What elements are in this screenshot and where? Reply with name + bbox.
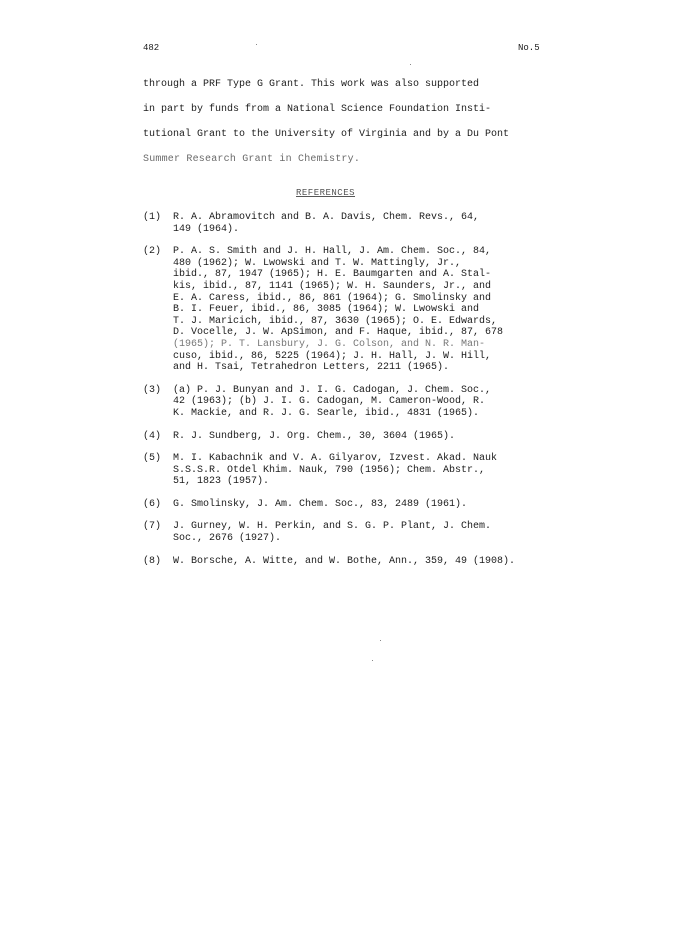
- reference-line: (1965); P. T. Lansbury, J. G. Colson, and N. R. Man-: [173, 338, 486, 350]
- reference-line: G. Smolinsky, J. Am. Chem. Soc., 83, 2489 (1961).: [173, 498, 468, 510]
- scan-speck: [256, 44, 257, 45]
- reference-number: (5): [143, 453, 162, 465]
- paragraph-line: Summer Research Grant in Chemistry.: [143, 154, 361, 165]
- reference-line: M. I. Kabachnik and V. A. Gilyarov, Izvest. Akad. Nauk: [173, 453, 498, 465]
- reference-number: (2): [143, 246, 162, 258]
- reference-line: 480 (1962); W. Lwowski and T. W. Mattingly, Jr.,: [173, 257, 462, 269]
- reference-line: K. Mackie, and R. J. G. Searle, ibid., 4831 (1965).: [173, 407, 480, 419]
- scan-speck: [380, 640, 381, 641]
- reference-line: cuso, ibid., 86, 5225 (1964); J. H. Hall, J. W. Hill,: [173, 350, 492, 362]
- reference-number: (1): [143, 212, 162, 223]
- reference-number: (8): [143, 555, 162, 567]
- reference-text: [173, 556, 543, 568]
- reference-line: R. J. Sundberg, J. Org. Chem., 30, 3604 (1965).: [173, 430, 456, 442]
- paragraph-line: tutional Grant to the University of Virginia and by a Du Pont: [143, 129, 510, 140]
- reference-line: E. A. Caress, ibid., 86, 861 (1964); G. Smolinsky and: [173, 292, 492, 304]
- reference-line: W. Borsche, A. Witte, and W. Bothe, Ann., 359, 49 (1908).: [173, 555, 516, 567]
- page-number: 482: [143, 43, 160, 53]
- reference-line: R. A. Abramovitch and B. A. Davis, Chem. Revs., 64,: [173, 212, 480, 223]
- acknowledgment-paragraph: [143, 80, 543, 180]
- scan-speck: [372, 660, 373, 661]
- reference-text: [173, 521, 543, 544]
- reference-line: D. Vocelle, J. W. ApSimon, and F. Haque, ibid., 87, 678: [173, 327, 504, 339]
- reference-line: 51, 1823 (1957).: [173, 476, 270, 488]
- reference-item: [143, 385, 543, 420]
- reference-line: J. Gurney, W. H. Perkin, and S. G. P. Plant, J. Chem.: [173, 521, 492, 533]
- references-heading: REFERENCES: [296, 188, 356, 198]
- reference-item: [143, 499, 543, 511]
- scan-speck: [410, 64, 411, 65]
- reference-line: S.S.S.R. Otdel Khim. Nauk, 790 (1956); Chem. Abstr.,: [173, 464, 486, 476]
- reference-item: [143, 521, 543, 544]
- reference-line: kis, ibid., 87, 1141 (1965); W. H. Saunders, Jr., and: [173, 280, 492, 292]
- references-list: [143, 212, 543, 578]
- reference-text: [173, 431, 543, 443]
- reference-item: [143, 431, 543, 443]
- reference-text: [173, 453, 543, 488]
- reference-line: 42 (1963); (b) J. I. G. Cadogan, M. Cameron-Wood, R.: [173, 396, 486, 408]
- reference-item: [143, 246, 543, 374]
- paragraph-line: in part by funds from a National Science Foundation Insti-: [143, 104, 492, 115]
- reference-text: [173, 385, 543, 420]
- reference-item: [143, 453, 543, 488]
- issue-number: No.5: [518, 43, 540, 53]
- reference-number: (7): [143, 521, 162, 533]
- reference-line: ibid., 87, 1947 (1965); H. E. Baumgarten and A. Stal-: [173, 269, 492, 281]
- reference-line: 149 (1964).: [173, 223, 240, 235]
- reference-line: P. A. S. Smith and J. H. Hall, J. Am. Chem. Soc., 84,: [173, 246, 492, 258]
- reference-line: B. I. Feuer, ibid., 86, 3085 (1964); W. Lwowski and: [173, 304, 480, 316]
- reference-item: [143, 556, 543, 568]
- reference-item: [143, 212, 543, 235]
- reference-text: [173, 246, 543, 374]
- reference-line: T. J. Maricich, ibid., 87, 3630 (1965); O. E. Edwards,: [173, 315, 498, 327]
- reference-number: (4): [143, 430, 162, 442]
- reference-line: (a) P. J. Bunyan and J. I. G. Cadogan, J. Chem. Soc.,: [173, 384, 492, 396]
- reference-line: Soc., 2676 (1927).: [173, 533, 282, 545]
- reference-text: [173, 212, 543, 235]
- reference-text: [173, 499, 543, 511]
- reference-line: and H. Tsai, Tetrahedron Letters, 2211 (1965).: [173, 362, 450, 374]
- reference-number: (6): [143, 498, 162, 510]
- reference-number: (3): [143, 384, 162, 396]
- paragraph-line: through a PRF Type G Grant. This work was also supported: [143, 79, 480, 90]
